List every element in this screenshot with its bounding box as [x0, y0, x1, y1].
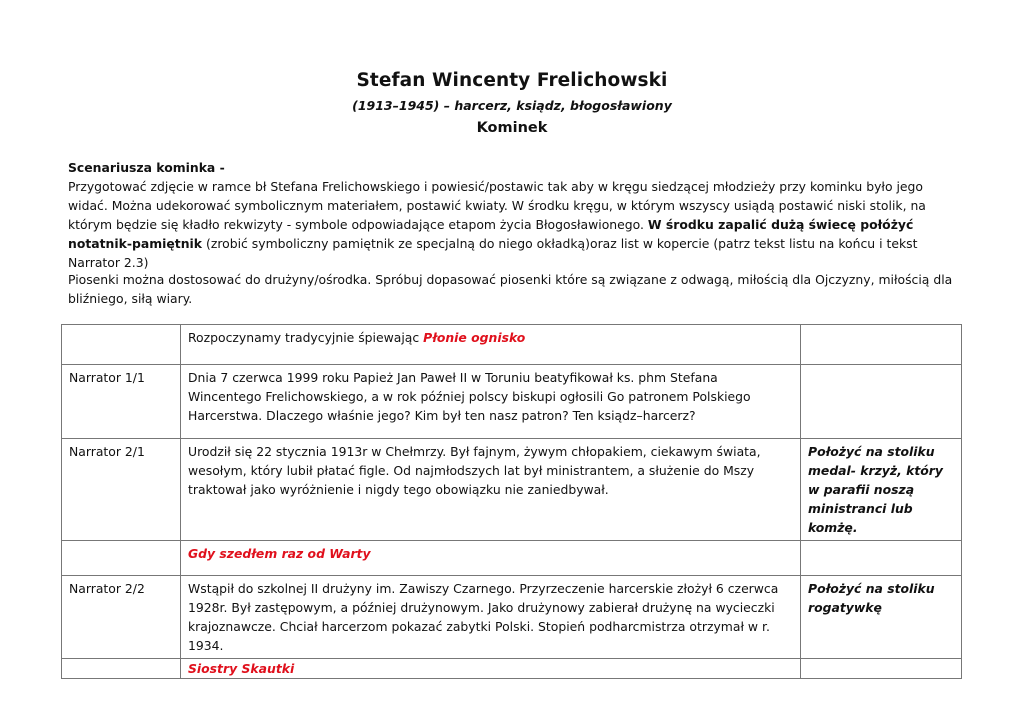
songs-note: Piosenki można dostosować do drużyny/ośrodka. Spróbuj dopasować piosenki które są związane z odwagą, miłością dla Ojczyzny, miłością dla bliźniego, siłą wiary. — [68, 272, 953, 306]
song-title: Płonie ognisko — [423, 330, 526, 345]
content-text: Rozpoczynamy tradycyjnie śpiewając — [188, 330, 420, 345]
table-row — [62, 659, 962, 679]
prop-cell — [801, 325, 962, 365]
table-row — [62, 325, 962, 365]
intro-text-part2: (zrobić symboliczny pamiętnik ze specjalną do niego okładką)oraz list w kopercie (patrz tekst listu na końcu i tekst Narrator 2.3) — [68, 236, 918, 270]
prop-cell — [801, 365, 962, 439]
intro-heading: Scenariusza kominka - — [68, 160, 225, 175]
song-title: Gdy szedłem raz od Warty — [181, 541, 801, 576]
prop-cell — [801, 659, 962, 679]
table-row — [62, 541, 962, 576]
speaker-cell — [62, 541, 181, 576]
speaker-cell: Narrator 1/1 — [62, 365, 181, 439]
document-title: Stefan Wincenty Frelichowski — [356, 70, 668, 91]
script-table — [61, 324, 962, 679]
intro-text-part1: Przygotować zdjęcie w ramce bł Stefana Frelichowskiego i powiesić/postawic tak aby w kręgu siedzącej młodzieży przy kominku było jego widać. Można udekorować symbolicznym materiałem, postawić kwiaty. W środku kręgu, w którym wszyscy usiądą postawić niski stolik, na którym będzie się kładło rekwizyty - symbole odpowiadające etapom życia Błogosławionego. — [68, 179, 926, 232]
prop-cell: Położyć na stoliku medal- krzyż, który w parafii noszą ministranci lub komżę. — [801, 439, 962, 541]
table-row — [62, 576, 962, 659]
speaker-cell — [62, 659, 181, 679]
content-cell: Urodził się 22 stycznia 1913r w Chełmrzy. Był fajnym, żywym chłopakiem, ciekawym świata, wesołym, który lubił płatać figle. Od najmłodszych lat był ministrantem, a służenie do Mszy traktował jako wyróżnienie i nigdy tego obowiązku nie zaniedbywał. — [181, 439, 801, 541]
table-row — [62, 439, 962, 541]
intro-text-bold: W środku zapalić dużą świecę połóżyć notatnik-pamiętnik — [68, 217, 914, 251]
content-cell — [181, 325, 801, 365]
event-title: Kominek — [476, 120, 548, 136]
speaker-cell: Narrator 2/1 — [62, 439, 181, 541]
prop-cell: Położyć na stoliku rogatywkę — [801, 576, 962, 659]
content-cell: Wstąpił do szkolnej II drużyny im. Zawiszy Czarnego. Przyrzeczenie harcerskie złożył 6 czerwca 1928r. Był zastępowym, a później drużynowym. Jako drużynowy zabierał drużynę na wycieczki krajoznawcze. Chciał harcerzom pokazać zabytki Polski. Stopień podharcmistrza otrzymał w r. 1934. — [181, 576, 801, 659]
intro-paragraph — [68, 158, 958, 272]
speaker-cell: Narrator 2/2 — [62, 576, 181, 659]
table-row — [62, 365, 962, 439]
song-title: Siostry Skautki — [181, 659, 801, 679]
speaker-cell — [62, 325, 181, 365]
content-cell: Dnia 7 czerwca 1999 roku Papież Jan Paweł II w Toruniu beatyfikował ks. phm Stefana Wincentego Frelichowskiego, a w rok później polscy biskupi ogłosili Go patronem Polskiego Harcerstwa. Dlaczego właśnie jego? Kim był ten nasz patron? Ten ksiądz–harcerz? — [181, 365, 801, 439]
prop-cell — [801, 541, 962, 576]
document-subtitle: (1913–1945) – harcerz, ksiądz, błogosławiony — [352, 98, 672, 113]
